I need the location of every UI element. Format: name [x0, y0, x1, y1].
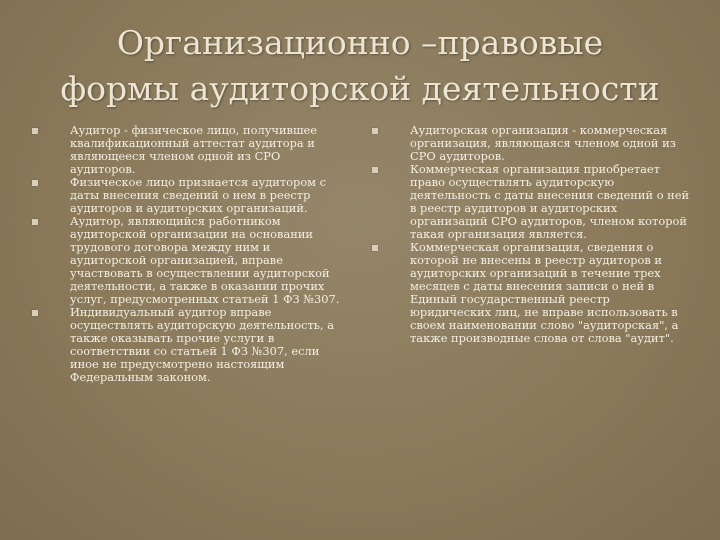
- list-item-text: Коммерческая организация приобретает право осуществлять аудиторскую деятельность с даты внесения сведений о ней в реестр аудиторов и аудиторских организаций СРО аудиторов, членом которой такая организация является.: [410, 162, 690, 241]
- square-bullet-icon: [372, 128, 378, 134]
- list-item: [370, 124, 692, 163]
- left-column: [30, 124, 346, 384]
- slide-title: [30, 20, 690, 112]
- list-item-text: Физическое лицо признается аудитором с даты внесения сведений о нем в реестр аудиторов и аудиторских организаций.: [70, 175, 327, 215]
- square-bullet-icon: [32, 219, 38, 225]
- title-line-2: формы аудиторской деятельности: [60, 69, 660, 108]
- square-bullet-icon: [32, 128, 38, 134]
- list-item: [370, 163, 692, 241]
- square-bullet-icon: [372, 245, 378, 251]
- right-column: [370, 124, 692, 345]
- list-item-text: Аудитор - физическое лицо, получившее квалификационный аттестат аудитора и являющееся членом одной из СРО аудиторов.: [70, 123, 318, 176]
- square-bullet-icon: [372, 167, 378, 173]
- square-bullet-icon: [32, 310, 38, 316]
- list-item: [30, 176, 346, 215]
- list-item-text: Аудиторская организация - коммерческая организация, являющаяся членом одной из СРО аудиторов.: [410, 123, 676, 163]
- right-bullet-list: [370, 124, 692, 345]
- list-item: [30, 215, 346, 306]
- list-item-text: Индивидуальный аудитор вправе осуществлять аудиторскую деятельность, а также оказывать прочие услуги в соответствии со статьей 1 ФЗ №307, если иное не предусмотрено настоящим Федеральным законом.: [70, 305, 334, 384]
- list-item: [370, 241, 692, 345]
- list-item: [30, 306, 346, 384]
- square-bullet-icon: [32, 180, 38, 186]
- list-item-text: Аудитор, являющийся работником аудиторской организации на основании трудового договора между ним и аудиторской организацией, вправе участвовать в осуществлении аудиторской деятельности, а также в оказании прочих услуг, предусмотренных статьей 1 ФЗ №307.: [70, 214, 340, 306]
- title-line-1: Организационно –правовые: [116, 23, 604, 62]
- list-item: [30, 124, 346, 176]
- list-item-text: Коммерческая организация, сведения о которой не внесены в реестр аудиторов и аудиторских организаций в течение трех месяцев с даты внесения записи о ней в Единый государственный реестр юридических лиц, не вправе использовать в своем наименовании слово "аудиторская", а также производные слова от слова "аудит".: [410, 240, 679, 345]
- left-bullet-list: [30, 124, 346, 384]
